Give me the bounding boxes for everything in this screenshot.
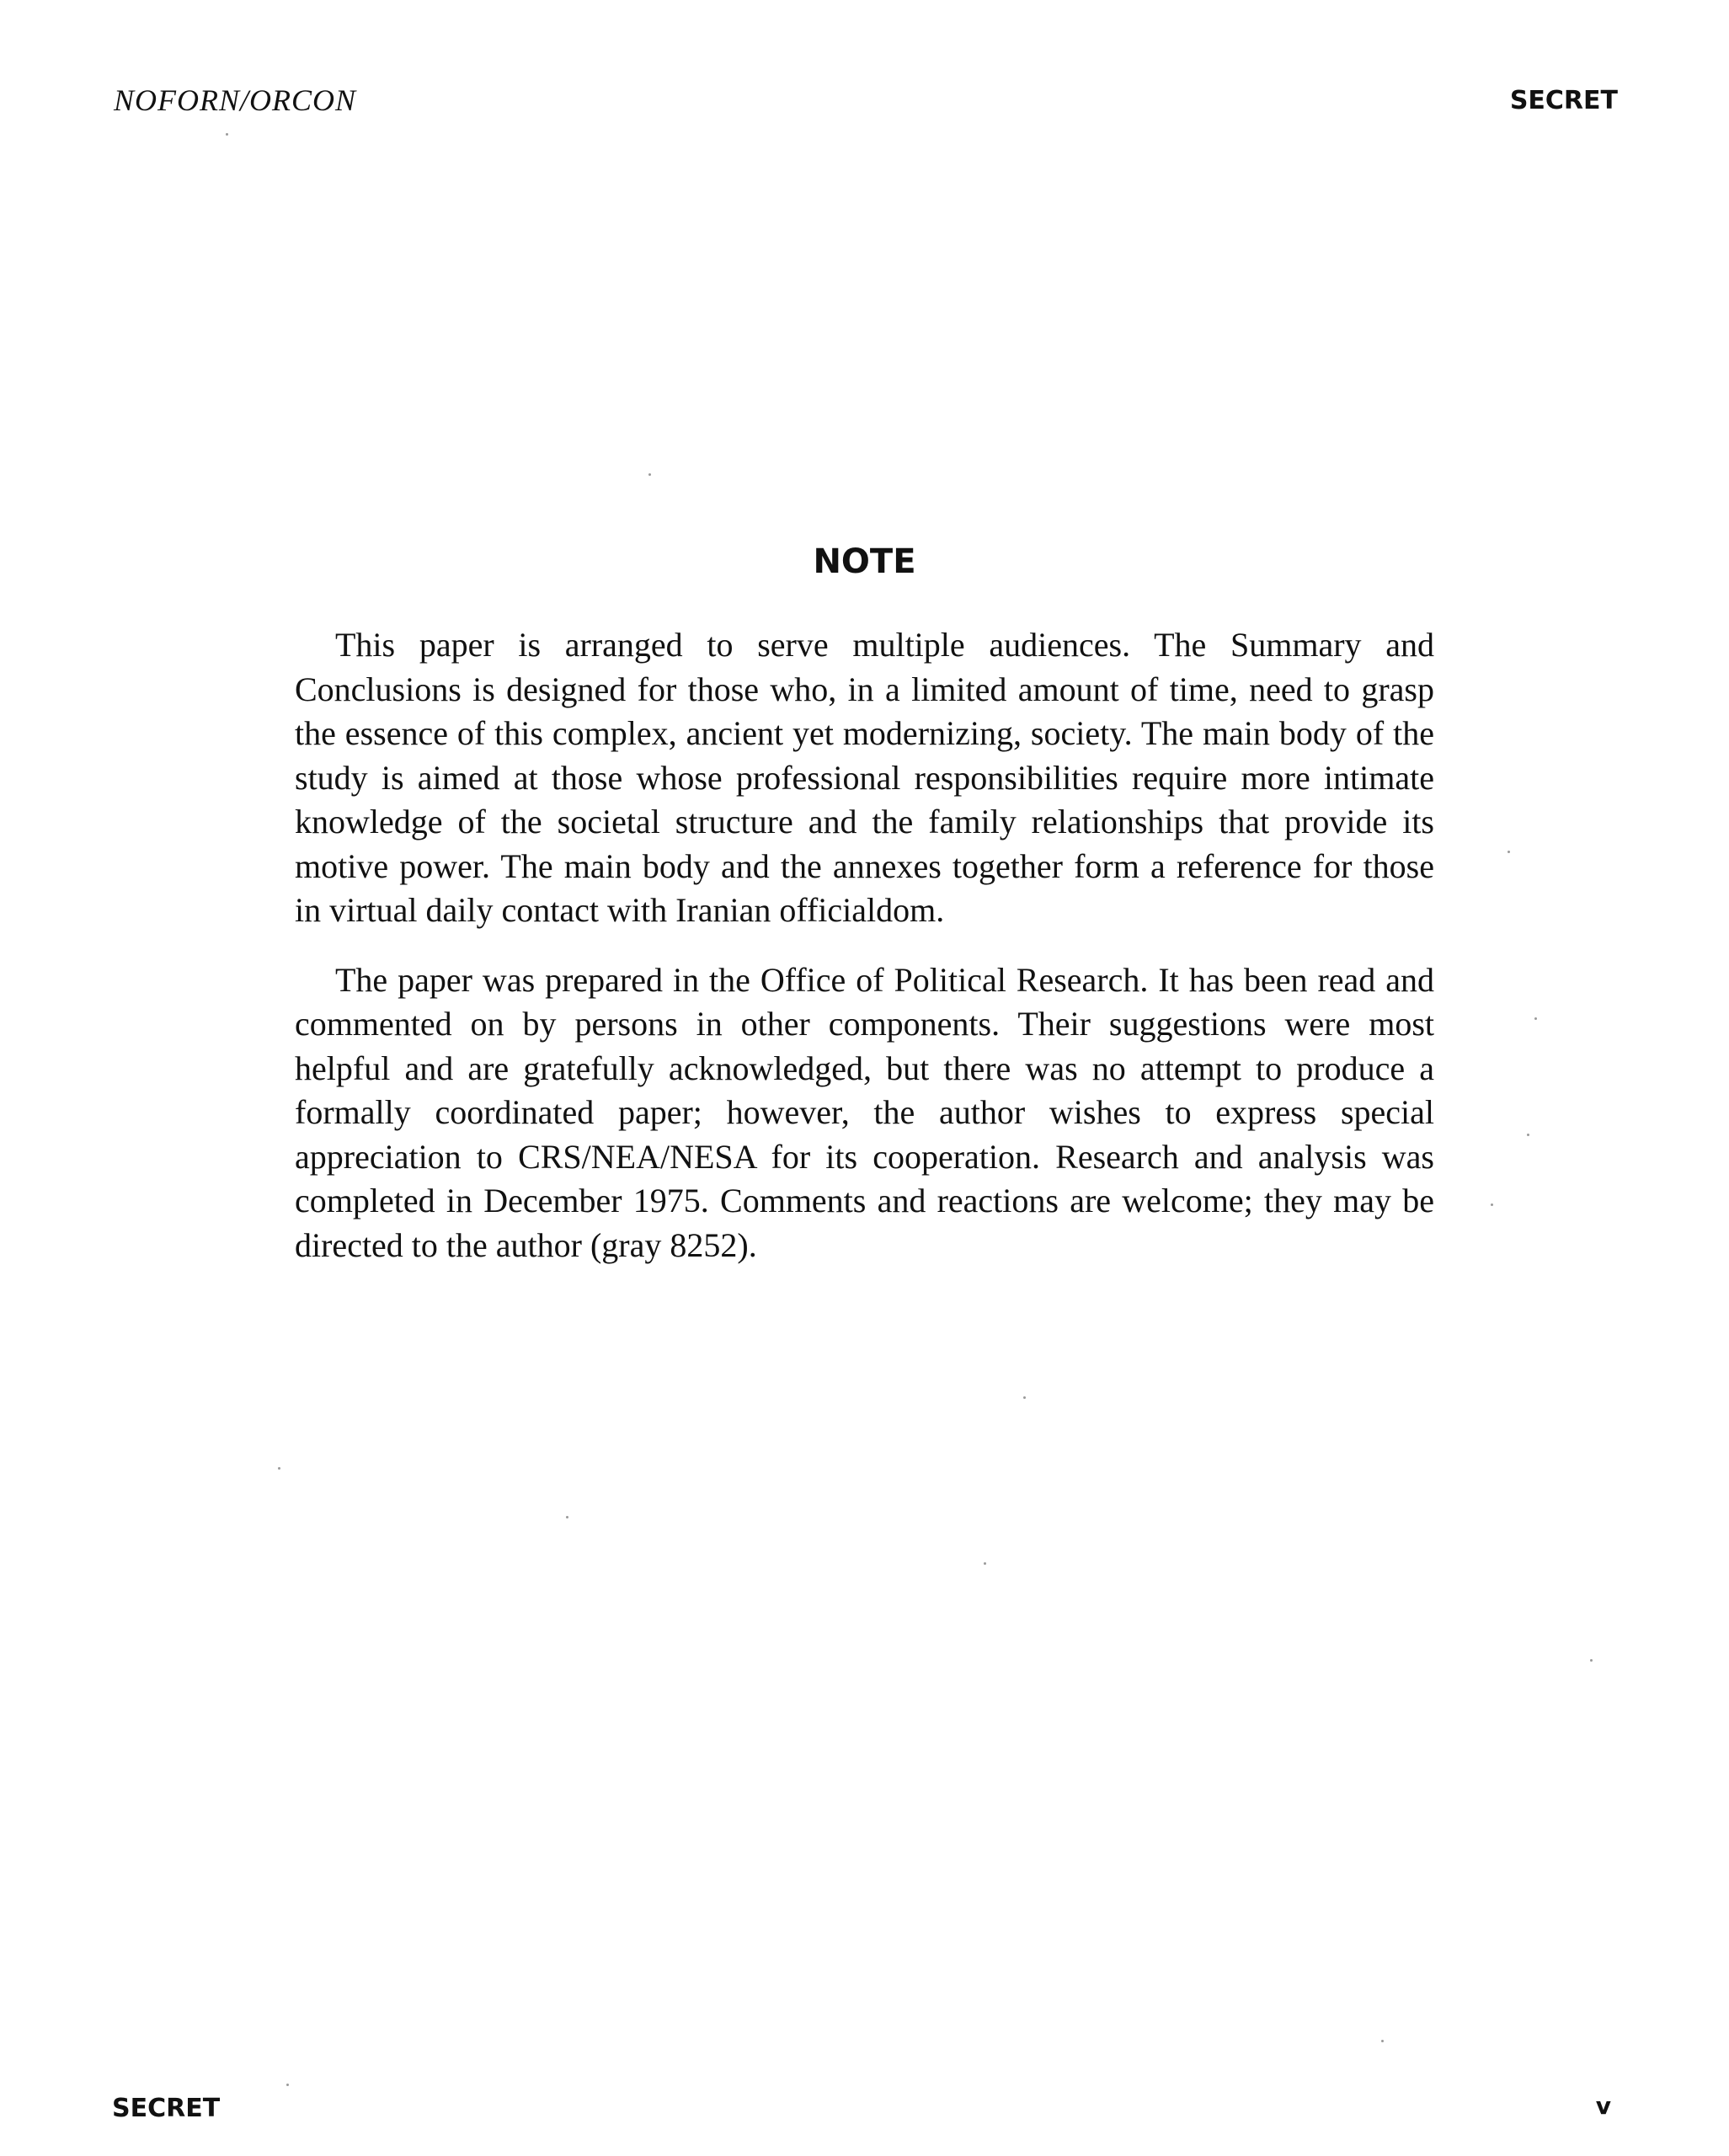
scan-speck — [984, 1562, 986, 1565]
scan-speck — [566, 1516, 568, 1518]
note-paragraph: This paper is arranged to serve multiple audiences. The Summary and Conclusions is designed for those who, in a limited amount of time, need to grasp the essence of this complex, ancient yet modernizing, society. The main body of the study is aimed at those whose professional responsibilities require more intimate knowledge of the societal structure and the family relationships that provide its motive power. The main body and the annexes together form a reference for those in virtual daily contact with Iranian officialdom. — [295, 626, 1434, 929]
scan-speck — [286, 2084, 289, 2086]
scan-speck — [1534, 1017, 1537, 1020]
footer-classification-marking: SECRET — [112, 2094, 221, 2123]
note-title: NOTE — [813, 542, 916, 581]
scan-speck — [1590, 1659, 1593, 1662]
note-body — [295, 623, 1434, 1293]
page-number: v — [1595, 2092, 1611, 2120]
note-paragraph: The paper was prepared in the Office of Political Research. It has been read and commented on by persons in other components. Their suggestions were most helpful and are gratefully acknowledged, but there was no attempt to produce a formally coordinated paper; however, the author wishes to express special appreciation to CRS/NEA/NESA for its cooperation. Research and analysis was completed in December 1975. Comments and reactions are welcome; they may be directed to the author (gray 8252). — [295, 960, 1434, 1264]
scan-speck — [1381, 2040, 1384, 2042]
scan-speck — [1491, 1203, 1493, 1206]
header-classification-marking: SECRET — [1509, 86, 1618, 115]
scan-speck — [648, 473, 651, 476]
scan-speck — [278, 1467, 280, 1470]
header-dissemination-marking: NOFORN/ORCON — [114, 83, 357, 117]
scan-speck — [226, 133, 228, 136]
scan-speck — [1508, 851, 1510, 853]
scan-speck — [1023, 1396, 1026, 1399]
scan-speck — [1527, 1134, 1529, 1136]
